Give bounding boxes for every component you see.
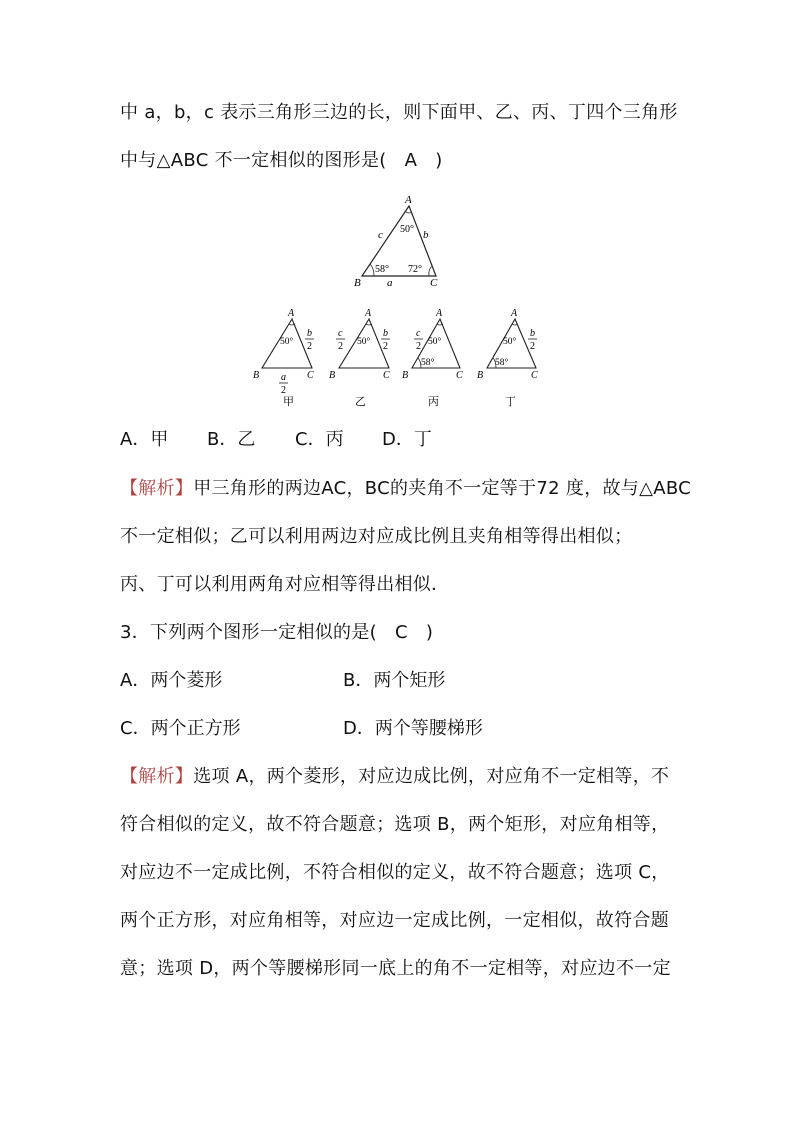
jia-vertex-c: C	[307, 370, 314, 381]
yi-vertex-b: B	[329, 370, 336, 381]
triangle-bing-figure	[400, 305, 472, 410]
q2-analysis-line1	[120, 477, 691, 501]
ding-frac-right-num: b	[530, 328, 535, 339]
main-triangle	[362, 206, 436, 276]
main-side-c: c	[378, 229, 383, 241]
jia-label: 甲	[283, 396, 294, 408]
q2-option-a: A．甲	[120, 429, 169, 450]
jia-vertex-b: B	[253, 370, 260, 381]
q3-stem	[120, 621, 433, 645]
main-vertex-c: C	[430, 277, 438, 289]
q2-option-c: C．丙	[295, 429, 344, 450]
yi-angle: 50°	[357, 337, 371, 347]
yi-frac-right-den: 2	[383, 341, 388, 352]
q3-analysis-line4: 两个正方形，对应角相等，对应边一定成比例，一定相似，故符合题	[120, 910, 669, 931]
q3-option-a: A．两个菱形	[120, 670, 223, 691]
bing-angle-bottom: 58°	[421, 358, 435, 368]
q2-stem-line1: 中 a，b，c 表示三角形三边的长，则下面甲、乙、丙、丁四个三角形	[120, 102, 678, 123]
q3-answer: C	[394, 622, 408, 643]
jia-angle: 50°	[280, 337, 294, 347]
triangle-ding-figure	[473, 305, 548, 410]
triangle-jia-figure	[250, 305, 325, 410]
q2-analysis-line2: 不一定相似；乙可以利用两边对应成比例且夹角相等得出相似；	[120, 526, 633, 547]
main-triangle-figure	[350, 190, 450, 290]
q2-option-b: B．乙	[207, 429, 256, 450]
jia-frac-right-den: 2	[307, 341, 312, 352]
ding-frac-right-den: 2	[530, 341, 535, 352]
ding-vertex-a: A	[511, 308, 518, 319]
bing-angle-top: 50°	[428, 337, 442, 347]
ding-angle-top: 50°	[503, 337, 517, 347]
q3-option-c: C．两个正方形	[120, 718, 241, 739]
yi-frac-right-num: b	[383, 328, 388, 339]
main-angle-c: 72°	[408, 264, 422, 275]
bing-vertex-c: C	[456, 370, 463, 381]
q3-analysis-line2: 符合相似的定义，故不符合题意；选项 B，两个矩形，对应角相等，	[120, 814, 670, 835]
main-vertex-b: B	[354, 277, 361, 289]
q3-option-b: B．两个矩形	[343, 670, 446, 691]
main-side-a: a	[387, 277, 393, 289]
q2-analysis-text1: 甲三角形的两边AC，BC的夹角不一定等于72 度，故与△ABC	[193, 478, 692, 499]
jia-frac-bottom-den: 2	[281, 385, 286, 396]
q3-analysis-line5: 意；选项 D，两个等腰梯形同一底上的角不一定相等，对应边不一定	[120, 958, 671, 979]
q3-stem-suffix: )	[425, 622, 434, 643]
q3-analysis-line1	[120, 765, 669, 789]
q3-analysis-line3: 对应边不一定成比例，不符合相似的定义，故不符合题意；选项 C，	[120, 862, 670, 883]
q2-analysis-label: 【解析】	[120, 478, 194, 499]
ding-vertex-c: C	[531, 370, 538, 381]
q3-analysis-text1: 选项 A，两个菱形，对应边成比例，对应角不一定相等，不	[193, 766, 670, 787]
jia-vertex-a: A	[288, 308, 295, 319]
jia-frac-right-num: b	[307, 328, 312, 339]
q3-analysis-label: 【解析】	[120, 766, 194, 787]
yi-frac-left-num: c	[338, 328, 343, 339]
q3-stem-prefix: 3．下列两个图形一定相似的是(	[120, 622, 377, 643]
q2-analysis-line3: 丙、丁可以利用两角对应相等得出相似．	[120, 574, 450, 595]
jia-frac-bottom-num: a	[281, 372, 286, 383]
bing-label: 丙	[428, 396, 439, 408]
bing-vertex-a: A	[436, 308, 443, 319]
triangle-yi-figure	[327, 305, 399, 410]
yi-vertex-a: A	[365, 308, 372, 319]
bing-vertex-b: B	[402, 370, 409, 381]
main-vertex-a: A	[405, 194, 412, 206]
yi-vertex-c: C	[383, 370, 390, 381]
q2-answer: A	[404, 150, 418, 171]
ding-angle-bottom: 58°	[495, 358, 509, 368]
bing-frac-left-den: 2	[416, 341, 421, 352]
ding-label: 丁	[505, 396, 516, 408]
main-angle-a: 50°	[400, 224, 414, 235]
yi-label: 乙	[355, 396, 366, 408]
ding-vertex-b: B	[477, 370, 484, 381]
bing-frac-left-num: c	[416, 328, 421, 339]
yi-frac-left-den: 2	[338, 341, 343, 352]
q2-option-d: D．丁	[382, 429, 432, 450]
q3-option-d: D．两个等腰梯形	[343, 718, 483, 739]
main-side-b: b	[423, 229, 429, 241]
q2-stem-line2	[120, 149, 443, 173]
main-angle-b: 58°	[375, 264, 389, 275]
q2-stem-suffix: )	[435, 150, 443, 171]
q2-stem-prefix: 中与△ABC 不一定相似的图形是(	[120, 150, 387, 171]
